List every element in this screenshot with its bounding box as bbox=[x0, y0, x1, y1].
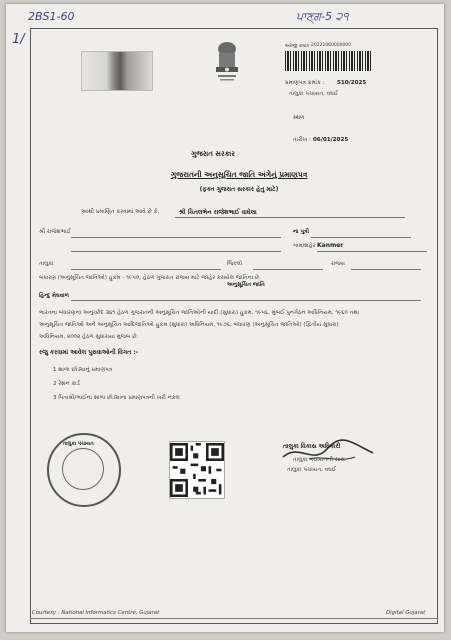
sub-caste: હિન્દુ મેઘવાળ bbox=[39, 293, 69, 299]
seal-text: તાલુકા પંચાયત bbox=[63, 441, 94, 447]
state-label: રાજ્ય bbox=[331, 261, 345, 267]
legal-para-2: અનુસૂચિત જાતિઓ અને અનુસૂચિત આદિજાતિઓ હુકમ (સુધારા) અધિનિયમ, ૧૯૭૬, બંધારણ (અનુસૂચિત જાતિઓ) (દ્વિતીય સુધારા) bbox=[39, 322, 339, 328]
legal-para-3: અધિનિયમ, ૨૦૦૨ હેઠળ સુધારાયા મુજબ છે. bbox=[39, 334, 139, 340]
applicant-name: શ્રી ચિતલભેન રાજેશભાઈ વાઘેલા bbox=[179, 209, 257, 216]
national-emblem-icon bbox=[209, 39, 245, 87]
application-no: 20221060000000 bbox=[311, 43, 352, 48]
date-label: તારીખ : bbox=[293, 137, 311, 143]
relation-underline bbox=[311, 237, 411, 238]
office-seal bbox=[47, 433, 121, 507]
village-value: Kanmer bbox=[317, 242, 344, 249]
certificate-paper bbox=[6, 4, 444, 632]
issue-date: 06/01/2025 bbox=[313, 137, 349, 143]
village-underline bbox=[317, 251, 427, 252]
qr-code bbox=[169, 441, 225, 499]
taluka-underline bbox=[71, 269, 221, 270]
application-no-label: અરજી ક્રમાંક : bbox=[285, 44, 313, 49]
footer-brand: Digital Gujarat bbox=[386, 610, 426, 616]
officer-line-2: તાલુકા પંચાયતની સાથ bbox=[293, 457, 345, 463]
handwritten-margin-mark: 1/ bbox=[12, 32, 25, 47]
father-underline bbox=[71, 237, 281, 238]
district-label: જિલ્લો bbox=[227, 261, 243, 267]
village-label: ગામ/શહેર bbox=[293, 243, 316, 249]
documents-heading: રજુ કરવામાં આવેલ પુરાવાઓની વિગત :- bbox=[39, 349, 139, 356]
document-item-2: 2 રેશન કાર્ડ bbox=[53, 381, 80, 387]
taluka-label: તાલુકા bbox=[39, 261, 54, 267]
officer-office: તાલુકા પંચાયત, વઘઈ bbox=[287, 467, 337, 473]
certificate-frame bbox=[30, 28, 438, 624]
order-paragraph: બંધારણ (અનુસૂચિત જાતિઓ) હુકમ - ૧૯૫૦, હેઠળ ગુજરાત રાજ્ય માટે જાહેર કરાયેલ જાતિના છે. bbox=[39, 275, 262, 281]
address-underline bbox=[71, 251, 281, 252]
document-item-1: 1 શાળા છોડ્યાનું પ્રમાણપત્ર bbox=[53, 367, 113, 373]
state-underline bbox=[351, 269, 421, 270]
seal-inner-ring bbox=[62, 448, 104, 490]
officer-title: તાલુકા વિકાસ અધિકારી bbox=[283, 443, 341, 450]
name-underline bbox=[175, 217, 405, 218]
document-item-3: 3 પિતાશ્રી/ભાઈના શાળા છોડ્યાના પ્રમાણપત્રની ખરી નકલ bbox=[53, 395, 180, 401]
subcaste-underline bbox=[71, 300, 421, 301]
district-underline bbox=[253, 269, 323, 270]
relation: ના પુત્રી bbox=[293, 229, 310, 235]
father-name: શ્રી રાજેશભાઈ bbox=[39, 229, 71, 235]
certificate-title: ગુજરાતની અનુસૂચિત જાતિ અંગેનું પ્રમાણપત્ર bbox=[170, 170, 308, 179]
issuing-office: તાલુકા પંચાયત, વઘઈ bbox=[289, 91, 339, 97]
caste-category: અનુસૂચિત જાતિ bbox=[227, 282, 265, 288]
footer-courtesy: Courtesy : National Informatics Centre, Gujarat bbox=[32, 610, 160, 616]
handwritten-ref-left: 2BS1-60 bbox=[28, 10, 75, 23]
place-label: સ્થળ bbox=[293, 115, 305, 121]
certificate-no: 510/2025 bbox=[337, 80, 367, 86]
government-title: ગુજરાત સરકાર bbox=[191, 150, 235, 158]
applicant-photo bbox=[81, 51, 153, 91]
certificate-subtitle: (ફક્ત ગુજરાત સરકાર હેતુ માટે) bbox=[199, 186, 279, 193]
certificate-no-label: પ્રમાણપત્ર ક્રમાંક : bbox=[285, 80, 325, 86]
footer-rule bbox=[30, 618, 438, 619]
intro-text: આથી પ્રમાણિત કરવામાં આવે છે કે, bbox=[81, 209, 160, 215]
handwritten-ref-right: ਪਾਣ੍ਗ-5 ੨੧ bbox=[296, 10, 349, 23]
legal-para-1: ભારતના બંધારણના અનુચ્છેદ ૩૪૧ હેઠળ ગુજરાતની અનુસૂચિત જાતિઓની યાદી (સુધારા) હુકમ, ૧૯૫૬, મુંબઈ પુનર્ગઠન અધિનિયમ, ૧૯૬૦ તથા bbox=[39, 310, 360, 316]
barcode bbox=[285, 51, 371, 71]
